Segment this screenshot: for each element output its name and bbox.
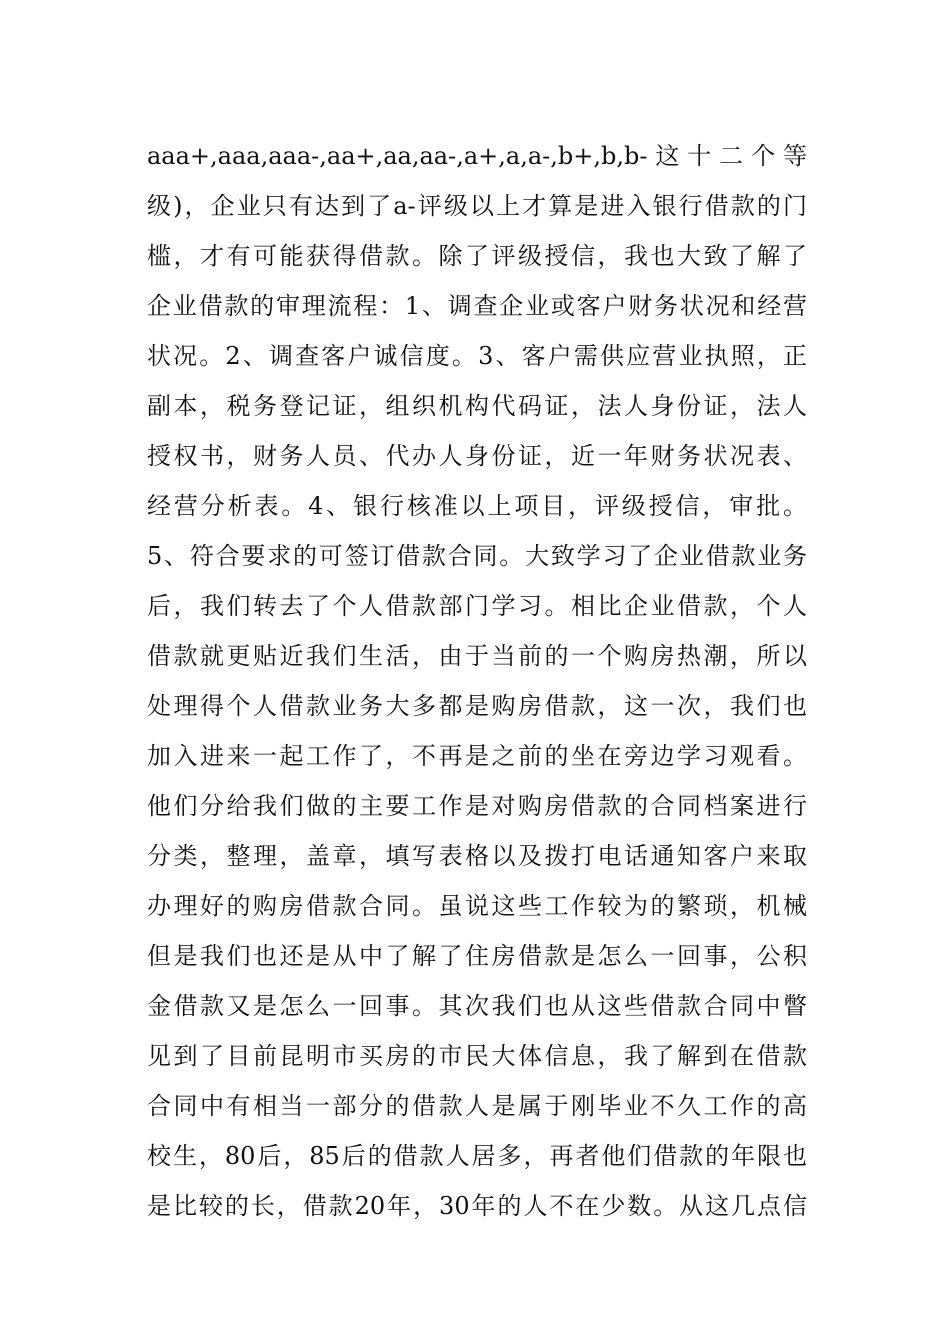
text-line: 5、符合要求的可签订借款合同。大致学习了企业借款业务 bbox=[147, 542, 807, 570]
text-line: 经营分析表。4、银行核准以上项目，评级授信，审批。 bbox=[147, 492, 807, 520]
text-line: 级)，企业只有达到了a-评级以上才算是进入银行借款的门 bbox=[147, 192, 807, 220]
text-line: 分类，整理，盖章，填写表格以及拨打电话通知客户来取 bbox=[147, 842, 807, 870]
text-line: 合同中有相当一部分的借款人是属于刚毕业不久工作的高 bbox=[147, 1092, 807, 1120]
text-line: 状况。2、调查客户诚信度。3、客户需供应营业执照，正 bbox=[147, 342, 807, 370]
text-line: 是比较的长，借款20年，30年的人不在少数。从这几点信 bbox=[147, 1192, 807, 1220]
text-line: 借款就更贴近我们生活，由于当前的一个购房热潮，所以 bbox=[147, 642, 807, 670]
text-line: 他们分给我们做的主要工作是对购房借款的合同档案进行 bbox=[147, 792, 807, 820]
text-line: 但是我们也还是从中了解了住房借款是怎么一回事，公积 bbox=[147, 942, 807, 970]
text-line: aaa+,aaa,aaa-,aa+,aa,aa-,a+,a,a-,b+,b,b-这十二个等 bbox=[147, 142, 807, 170]
body-text bbox=[147, 131, 807, 1231]
text-line: 办理好的购房借款合同。虽说这些工作较为的繁琐，机械 bbox=[147, 892, 807, 920]
text-line: 校生，80后，85后的借款人居多，再者他们借款的年限也 bbox=[147, 1142, 807, 1170]
text-line: 加入进来一起工作了，不再是之前的坐在旁边学习观看。 bbox=[147, 742, 807, 770]
text-line: 后，我们转去了个人借款部门学习。相比企业借款，个人 bbox=[147, 592, 807, 620]
text-line: 见到了目前昆明市买房的市民大体信息，我了解到在借款 bbox=[147, 1042, 807, 1070]
text-line: 副本，税务登记证，组织机构代码证，法人身份证，法人 bbox=[147, 392, 807, 420]
text-line: 金借款又是怎么一回事。其次我们也从这些借款合同中瞥 bbox=[147, 992, 807, 1020]
text-line: 槛，才有可能获得借款。除了评级授信，我也大致了解了 bbox=[147, 242, 807, 270]
text-line: 企业借款的审理流程：1、调查企业或客户财务状况和经营 bbox=[147, 292, 807, 320]
text-line: 处理得个人借款业务大多都是购房借款，这一次，我们也 bbox=[147, 692, 807, 720]
text-line: 授权书，财务人员、代办人身份证，近一年财务状况表、 bbox=[147, 442, 807, 470]
